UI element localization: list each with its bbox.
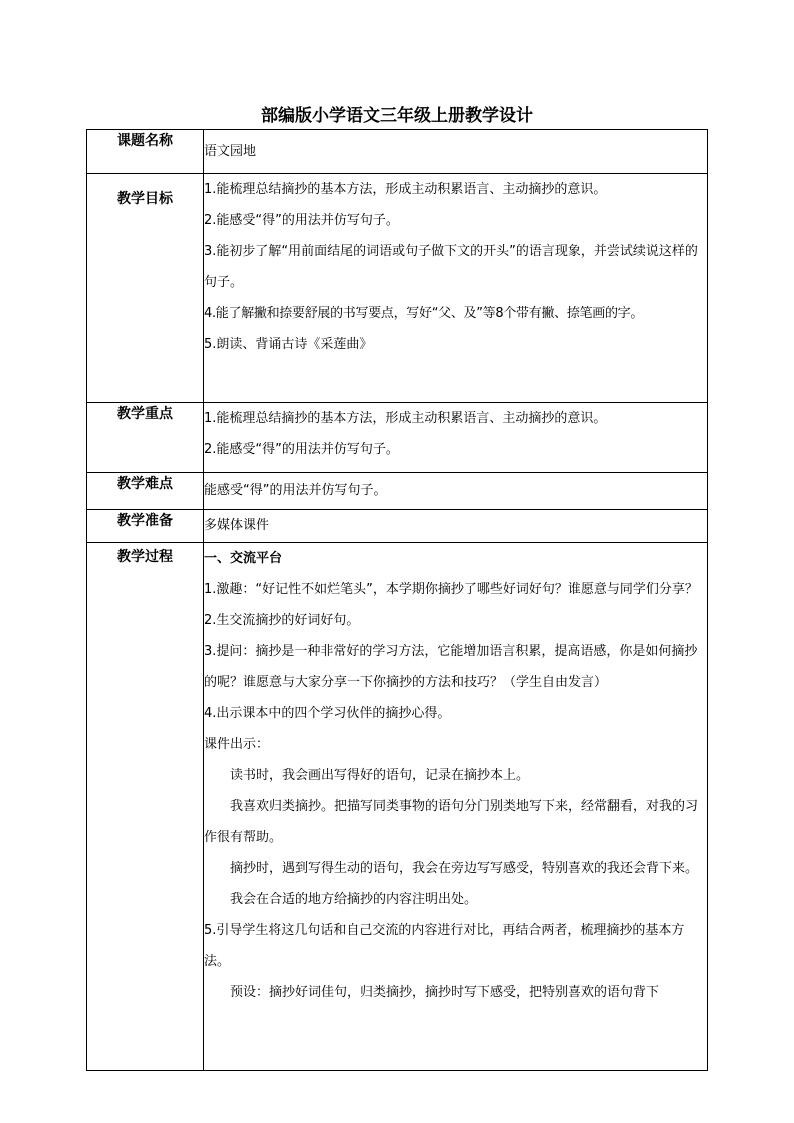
process-paragraph: 3.提问：摘抄是一种非常好的学习方法，它能增加语言积累，提高语感，你是如何摘抄的呢？谁愿意与大家分享一下你摘抄的方法和技巧？（学生自由发言） xyxy=(204,644,698,690)
process-paragraph: 课件出示： xyxy=(204,737,270,752)
goal-item: 5.朗读、背诵古诗《采莲曲》 xyxy=(204,337,373,352)
courseware-quote: 摘抄时，遇到写得生动的语句，我会在旁边写写感受，特别喜欢的我还会背下来。 xyxy=(230,861,699,876)
row-goals xyxy=(87,174,708,403)
process-paragraph: 5.引导学生将这几句话和自己交流的内容进行对比，再结合两者，梳理摘抄的基本方法。 xyxy=(204,923,685,969)
row-process xyxy=(87,543,708,1071)
goals-content xyxy=(204,174,708,403)
difficulty-text: 能感受“得”的用法并仿写句子。 xyxy=(204,483,387,498)
row-preparation xyxy=(87,510,708,543)
goal-item: 3.能初步了解“用前面结尾的词语或句子做下文的开头”的语言现象，并尝试续说这样的句子。 xyxy=(204,244,698,290)
courseware-quote: 读书时，我会画出写得好的语句，记录在摘抄本上。 xyxy=(230,768,530,783)
row-lesson-name xyxy=(87,130,708,174)
label-preparation: 教学准备 xyxy=(87,510,204,543)
label-key-points: 教学重点 xyxy=(87,403,204,473)
row-difficulty xyxy=(87,473,708,510)
value-lesson-name xyxy=(204,130,708,174)
label-process: 教学过程 xyxy=(87,543,204,1071)
process-heading: 一、交流平台 xyxy=(204,551,283,566)
process-content xyxy=(204,543,708,1071)
label-lesson-name: 课题名称 xyxy=(87,130,204,174)
difficulty-content xyxy=(204,473,708,510)
key-points-content xyxy=(204,403,708,473)
label-difficulty: 教学难点 xyxy=(87,473,204,510)
courseware-quote: 我喜欢归类摘抄。把描写同类事物的语句分门别类地写下来，经常翻看，对我的习作很有帮助。 xyxy=(204,799,699,845)
goal-item: 2.能感受“得”的用法并仿写句子。 xyxy=(204,213,399,228)
process-paragraph: 4.出示课本中的四个学习伙伴的摘抄心得。 xyxy=(204,706,451,721)
goal-item: 1.能梳理总结摘抄的基本方法，形成主动积累语言、主动摘抄的意识。 xyxy=(204,182,607,197)
row-key-points xyxy=(87,403,708,473)
process-paragraph: 1.激趣：“好记性不如烂笔头”，本学期你摘抄了哪些好词好句？谁愿意与同学们分享？ xyxy=(204,582,698,597)
key-point-item: 1.能梳理总结摘抄的基本方法，形成主动积累语言、主动摘抄的意识。 xyxy=(204,411,607,426)
preparation-content xyxy=(204,510,708,543)
process-paragraph: 预设：摘抄好词佳句，归类摘抄，摘抄时写下感受，把特别喜欢的语句背下 xyxy=(230,985,660,1000)
lesson-plan-table xyxy=(86,129,708,1071)
document-title: 部编版小学语文三年级上册教学设计 xyxy=(261,106,533,126)
courseware-quote: 我会在合适的地方给摘抄的内容注明出处。 xyxy=(230,892,478,907)
goal-item: 4.能了解撇和捺要舒展的书写要点，写好“父、及”等8个带有撇、捺笔画的字。 xyxy=(204,306,644,321)
process-paragraph: 2.生交流摘抄的好词好句。 xyxy=(204,613,360,628)
lesson-name-text: 语文园地 xyxy=(204,144,257,159)
key-point-item: 2.能感受“得”的用法并仿写句子。 xyxy=(204,442,399,457)
label-goals: 教学目标 xyxy=(87,174,204,403)
preparation-text: 多媒体课件 xyxy=(204,518,270,533)
